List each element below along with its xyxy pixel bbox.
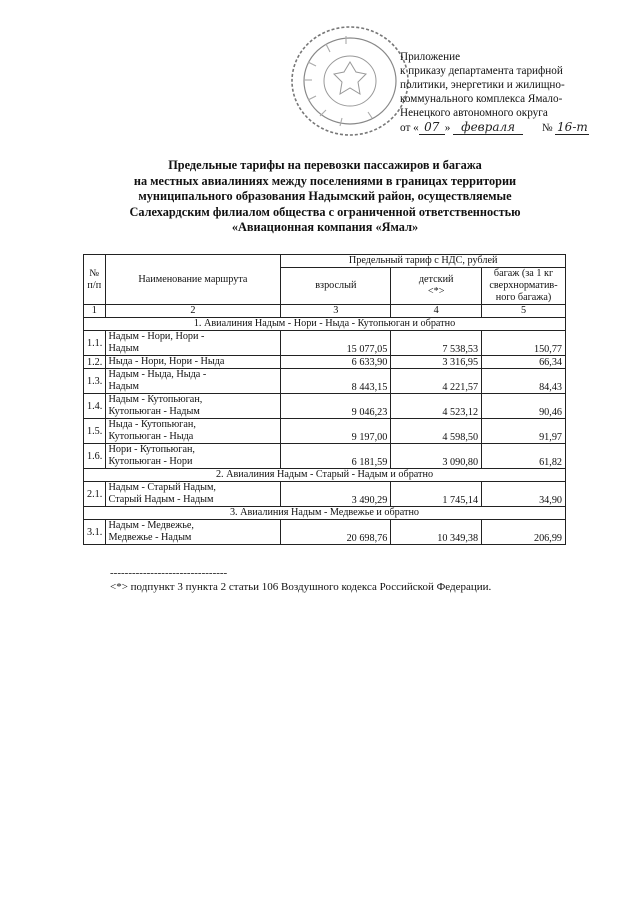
order-date-line: [400, 120, 632, 135]
baggage-tariff: 90,46: [482, 394, 566, 419]
child-tariff: 3 316,95: [391, 356, 482, 369]
header-baggage: [482, 268, 566, 305]
baggage-tariff: 84,43: [482, 369, 566, 394]
table-row: [84, 394, 566, 419]
route-line: Кутопьюган - Ныда: [108, 431, 194, 442]
date-month: февраля: [453, 120, 523, 135]
number-label: №: [541, 122, 553, 134]
order-number: 16-т: [557, 120, 588, 134]
row-index: 3.1.: [84, 520, 106, 545]
column-number: 3: [281, 305, 391, 318]
title-line: Салехардским филиалом общества с ограниченной ответственностью: [129, 204, 521, 219]
adult-tariff: 6 181,59: [281, 444, 391, 469]
route-cell: [105, 331, 281, 356]
row-index: 1.1.: [84, 331, 106, 356]
route-cell: [105, 444, 281, 469]
header-child-line: детский: [418, 274, 454, 285]
header-route: Наименование маршрута: [105, 255, 281, 305]
appendix-line: политики, энергетики и жилищно-: [400, 79, 565, 91]
route-cell: [105, 482, 281, 507]
adult-tariff: 9 046,23: [281, 394, 391, 419]
footnote-text: <*> подпункт 3 пункта 2 статьи 106 Воздушного кодекса Российской Федерации.: [110, 581, 492, 593]
appendix-line: к приказу департамента тарифной: [400, 65, 563, 77]
header-tariff-group: Предельный тариф с НДС, рублей: [281, 255, 566, 268]
row-index: 1.4.: [84, 394, 106, 419]
header-baggage-line: ного багажа): [495, 292, 552, 303]
date-day: 07: [419, 120, 445, 135]
section-title: 3. Авиалиния Надым - Медвежье и обратно: [84, 507, 566, 520]
route-line: Кутопьюган - Нори: [108, 456, 193, 467]
column-number: 1: [84, 305, 106, 318]
header-no: № п/п: [84, 255, 106, 305]
baggage-tariff: 206,99: [482, 520, 566, 545]
row-index: 1.6.: [84, 444, 106, 469]
route-line: Медвежье - Надым: [108, 532, 192, 543]
route-line: Старый Надым - Надым: [108, 494, 214, 505]
section-title: 2. Авиалиния Надым - Старый - Надым и обратно: [84, 469, 566, 482]
column-number: 5: [482, 305, 566, 318]
route-line: Ныда - Кутопьюган,: [108, 419, 196, 430]
table-row: [84, 419, 566, 444]
route-cell: [105, 394, 281, 419]
child-tariff: 3 090,80: [391, 444, 482, 469]
date-prefix: от «: [400, 122, 419, 134]
route-line: Надым - Нори, Нори -: [108, 331, 205, 342]
child-tariff: 1 745,14: [391, 482, 482, 507]
adult-tariff: 9 197,00: [281, 419, 391, 444]
route-cell: [105, 356, 281, 369]
baggage-tariff: 61,82: [482, 444, 566, 469]
adult-tariff: 20 698,76: [281, 520, 391, 545]
adult-tariff: 15 077,05: [281, 331, 391, 356]
document-title: [60, 158, 590, 236]
route-cell: [105, 369, 281, 394]
table-row: [84, 331, 566, 356]
table-row: [84, 369, 566, 394]
table-row: [84, 520, 566, 545]
column-number: 2: [105, 305, 281, 318]
table-row: [84, 356, 566, 369]
header-baggage-line: сверхнорматив-: [489, 280, 558, 291]
route-cell: [105, 520, 281, 545]
footnote: [110, 566, 491, 594]
child-tariff: 4 598,50: [391, 419, 482, 444]
adult-tariff: 6 633,90: [281, 356, 391, 369]
route-line: Надым: [108, 343, 139, 354]
title-line: муниципального образования Надымский район, осуществляемые: [138, 189, 512, 203]
appendix-block: [400, 50, 632, 135]
baggage-tariff: 66,34: [482, 356, 566, 369]
header-child-mark: <*>: [427, 286, 445, 297]
tariff-table: [83, 254, 566, 545]
child-tariff: 4 221,57: [391, 369, 482, 394]
route-line: Надым - Кутопьюган,: [108, 394, 203, 405]
appendix-line: коммунального комплекса Ямало-: [400, 93, 563, 105]
row-index: 1.2.: [84, 356, 106, 369]
table-row: [84, 482, 566, 507]
row-index: 1.3.: [84, 369, 106, 394]
adult-tariff: 8 443,15: [281, 369, 391, 394]
route-line: Надым: [108, 381, 139, 392]
title-line: «Авиационная компания «Ямал»: [231, 220, 419, 234]
route-line: Надым - Старый Надым,: [108, 482, 216, 493]
table-row: [84, 444, 566, 469]
header-baggage-line: багаж (за 1 кг: [493, 268, 554, 279]
header-adult: взрослый: [281, 268, 391, 305]
section-title: 1. Авиалиния Надым - Нори - Ныда - Кутопьюган и обратно: [84, 318, 566, 331]
baggage-tariff: 150,77: [482, 331, 566, 356]
footnote-separator: --------------------------------: [110, 567, 228, 579]
date-mid: »: [444, 122, 451, 134]
title-line: Предельные тарифы на перевозки пассажиров и багажа: [168, 158, 482, 172]
column-number: 4: [391, 305, 482, 318]
child-tariff: 10 349,38: [391, 520, 482, 545]
child-tariff: 7 538,53: [391, 331, 482, 356]
child-tariff: 4 523,12: [391, 394, 482, 419]
official-seal: [286, 22, 414, 140]
row-index: 1.5.: [84, 419, 106, 444]
route-cell: [105, 419, 281, 444]
appendix-line: Ненецкого автономного округа: [400, 107, 548, 119]
route-line: Надым - Ныда, Ныда -: [108, 369, 207, 380]
appendix-line: Приложение: [400, 51, 461, 63]
route-line: Кутопьюган - Надым: [108, 406, 200, 417]
row-index: 2.1.: [84, 482, 106, 507]
title-line: на местных авиалиниях между поселениями в границах территории: [133, 173, 517, 188]
route-line: Нори - Кутопьюган,: [108, 444, 195, 455]
adult-tariff: 3 490,29: [281, 482, 391, 507]
baggage-tariff: 34,90: [482, 482, 566, 507]
route-line: Ныда - Нори, Нори - Ныда: [108, 356, 225, 367]
baggage-tariff: 91,97: [482, 419, 566, 444]
route-line: Надым - Медвежье,: [108, 520, 194, 531]
header-child: [391, 268, 482, 305]
